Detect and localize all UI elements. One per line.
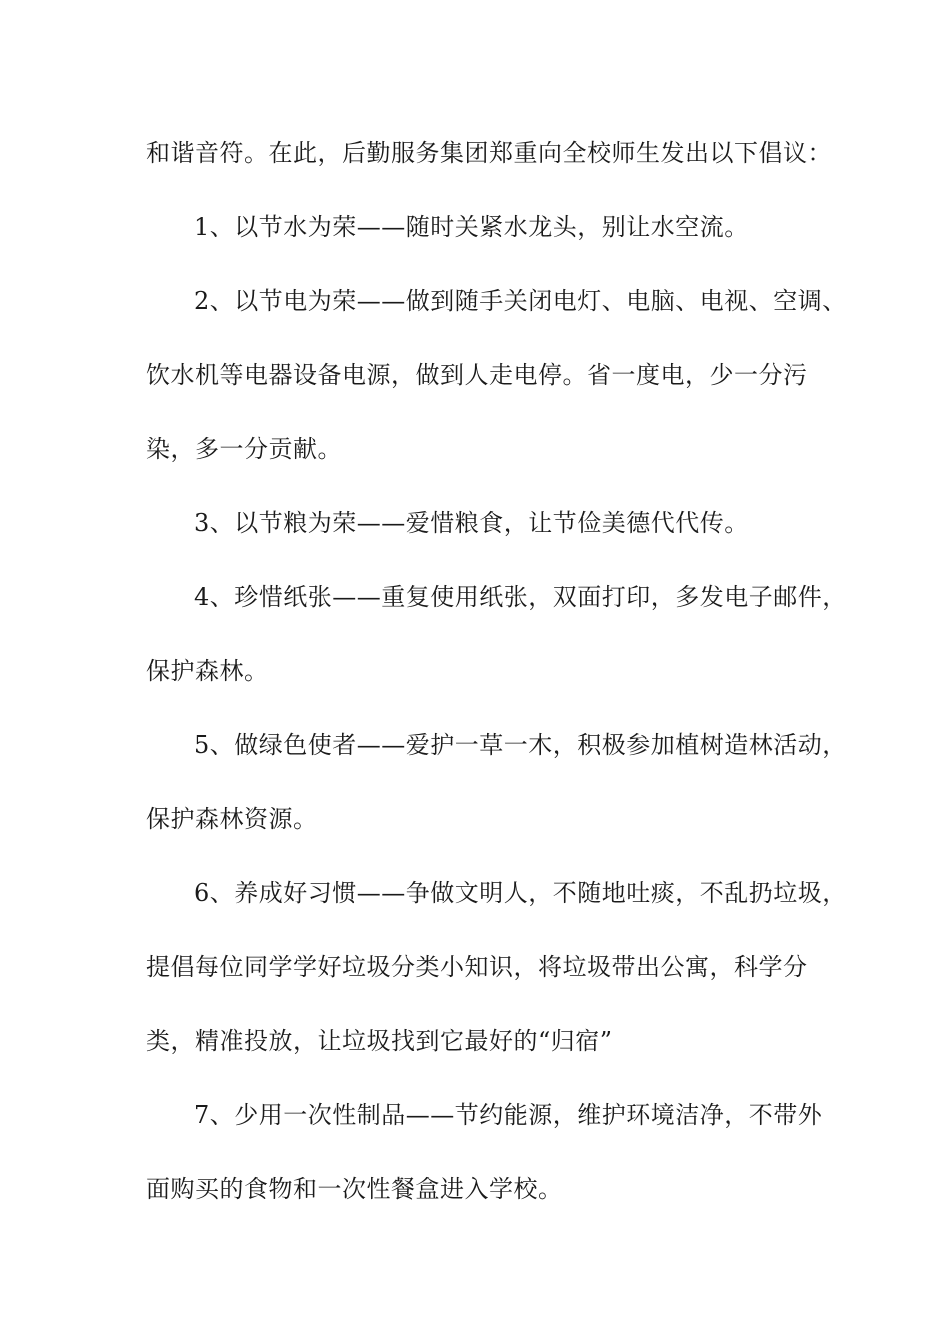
text-line-item-4-cont: 保护森林。 [146,657,269,685]
text-line-item-4: 4、珍惜纸张——重复使用纸张，双面打印，多发电子邮件， [194,583,847,611]
text-line-item-1: 1、以节水为荣——随时关紧水龙头，别让水空流。 [194,213,749,241]
text-line-item-3: 3、以节粮为荣——爱惜粮食，让节俭美德代代传。 [194,509,749,537]
text-line-item-5-cont: 保护森林资源。 [146,805,318,833]
text-line-item-2-cont-2: 染，多一分贡献。 [146,435,342,463]
text-line-intro-end: 和谐音符。在此，后勤服务集团郑重向全校师生发出以下倡议： [146,139,832,167]
text-line-item-6: 6、养成好习惯——争做文明人，不随地吐痰，不乱扔垃圾， [194,879,847,907]
text-line-item-6-cont-2: 类，精准投放，让垃圾找到它最好的“归宿” [146,1027,613,1055]
text-line-item-5: 5、做绿色使者——爱护一草一木，积极参加植树造林活动， [194,731,847,759]
text-line-item-7: 7、少用一次性制品——节约能源，维护环境洁净，不带外 [194,1101,823,1129]
text-line-item-2-cont-1: 饮水机等电器设备电源，做到人走电停。省一度电，少一分污 [146,361,808,389]
text-line-item-2: 2、以节电为荣——做到随手关闭电灯、电脑、电视、空调、 [194,287,847,315]
text-line-item-7-cont: 面购买的食物和一次性餐盒进入学校。 [146,1175,563,1203]
text-line-item-6-cont-1: 提倡每位同学学好垃圾分类小知识，将垃圾带出公寓，科学分 [146,953,808,981]
